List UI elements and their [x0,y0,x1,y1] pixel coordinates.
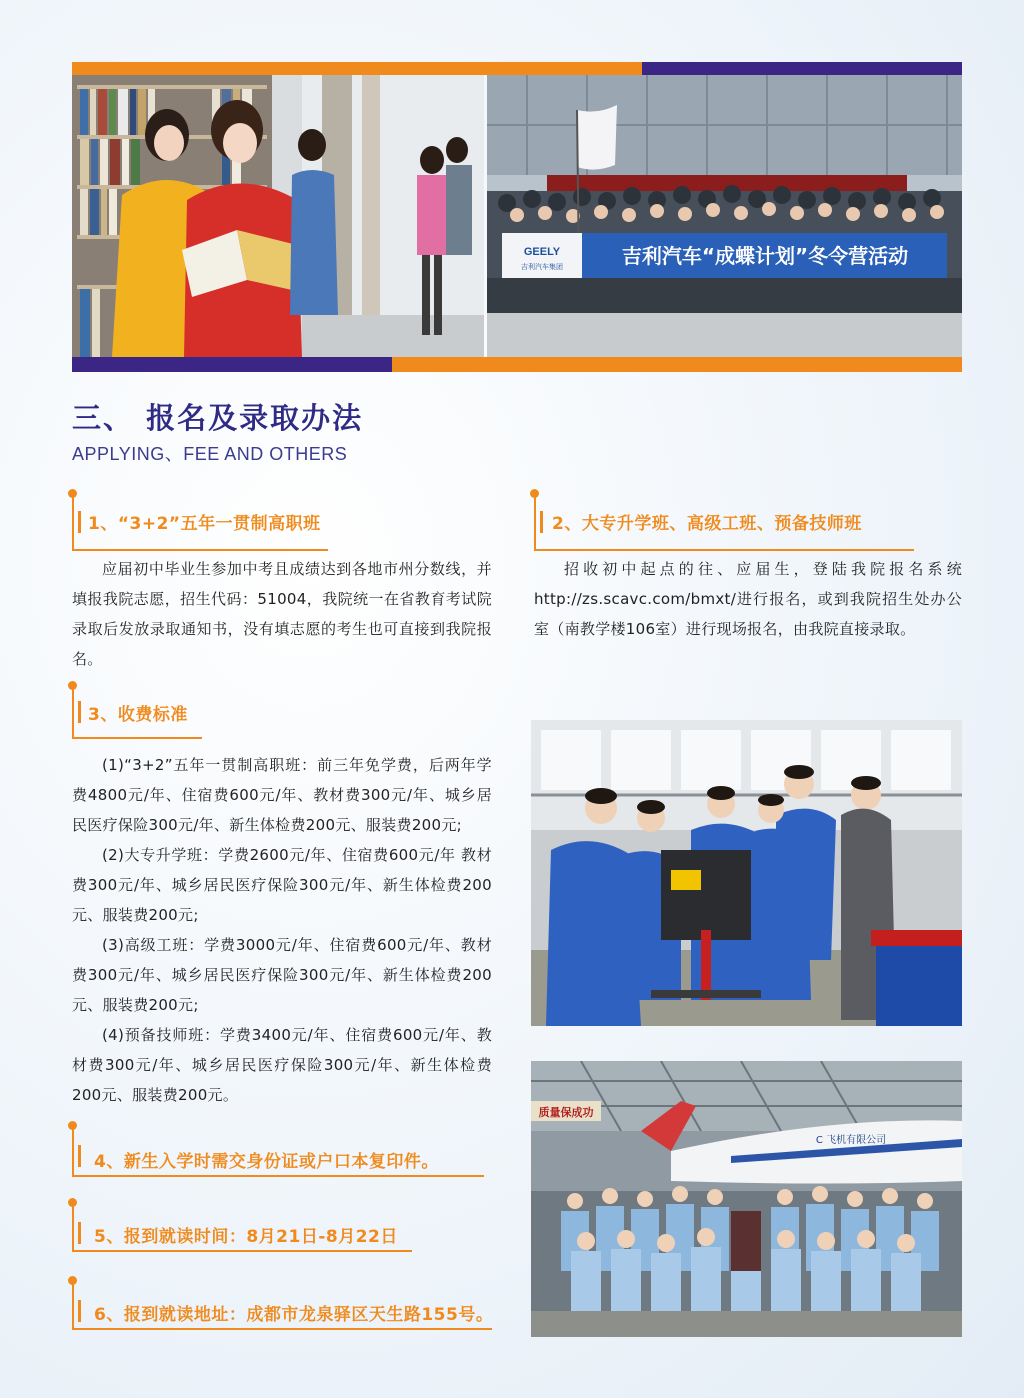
section-subtitle: APPLYING、FEE AND OTHERS [72,444,348,464]
geely-logo-sub: 吉利汽车集团 [521,263,563,271]
heading-id-documents: 4、新生入学时需交身份证或户口本复印件。 [94,1152,439,1172]
top-bar-orange [72,62,642,75]
geely-camp-photo [487,75,962,357]
heading-admission-3plus2: 1、“3+2”五年一贯制高职班 [88,514,321,534]
paragraph-admission-3plus2-text: 应届初中毕业生参加中考且成绩达到各地市州分数线，并填报我院志愿，招生代码：51004，我院统一在省教育考试院录取后发放录取通知书，没有填志愿的考生也可直接到我院报名。 [72,560,492,668]
hangar-group-photo [531,1061,962,1337]
fee-item: (4)预备技师班：学费3400元/年、住宿费600元/年、教材费300元/年、城乡居民医疗保险300元/年、新生体检费200元、服装费200元。 [72,1026,492,1104]
top-bar-purple [642,62,962,75]
plane-text: C 飞机有限公司 [815,1135,887,1146]
section-title: 三、 报名及录取办法 [72,401,364,435]
fee-list [72,750,492,1110]
heading-registration-time: 5、报到就读时间：8月21日-8月22日 [94,1227,398,1247]
bottom-bar-purple [72,357,392,372]
geely-logo-text: GEELY [523,246,561,258]
heading-fees: 3、收费标准 [88,705,188,725]
hangar-sign-text: 质量保成功 [538,1106,594,1119]
fee-item: (2)大专升学班：学费2600元/年、住宿费600元/年 教材费300元/年、城乡居民医疗保险300元/年、新生体检费200元、服装费200元; [72,846,492,924]
bottom-bar-orange [392,357,962,372]
camp-banner-text: 吉利汽车“成蝶计划”冬令营活动 [621,244,909,268]
heading-admission-other: 2、大专升学班、高级工班、预备技师班 [552,514,862,534]
fee-item: (1)“3+2”五年一贯制高职班：前三年免学费，后两年学费4800元/年、住宿费600元/年、教材费300元/年、城乡居民医疗保险300元/年、新生体检费200元、服装费200元; [72,756,492,834]
paragraph-admission-other-text: 招收初中起点的往、应届生，登陆我院报名系统http://zs.scavc.com/bmxt/进行报名，或到我院招生处办公室（南教学楼106室）进行现场报名，由我院直接录取。 [534,560,962,638]
heading-registration-address: 6、报到就读地址：成都市龙泉驿区天生路155号。 [94,1305,494,1325]
fee-item: (3)高级工班：学费3000元/年、住宿费600元/年、教材费300元/年、城乡居民医疗保险300元/年、新生体检费200元、服装费200元; [72,936,492,1014]
workshop-photo [531,720,962,1026]
library-photo [72,75,484,357]
paragraph-admission-3plus2 [72,554,492,674]
paragraph-admission-other [534,554,962,644]
